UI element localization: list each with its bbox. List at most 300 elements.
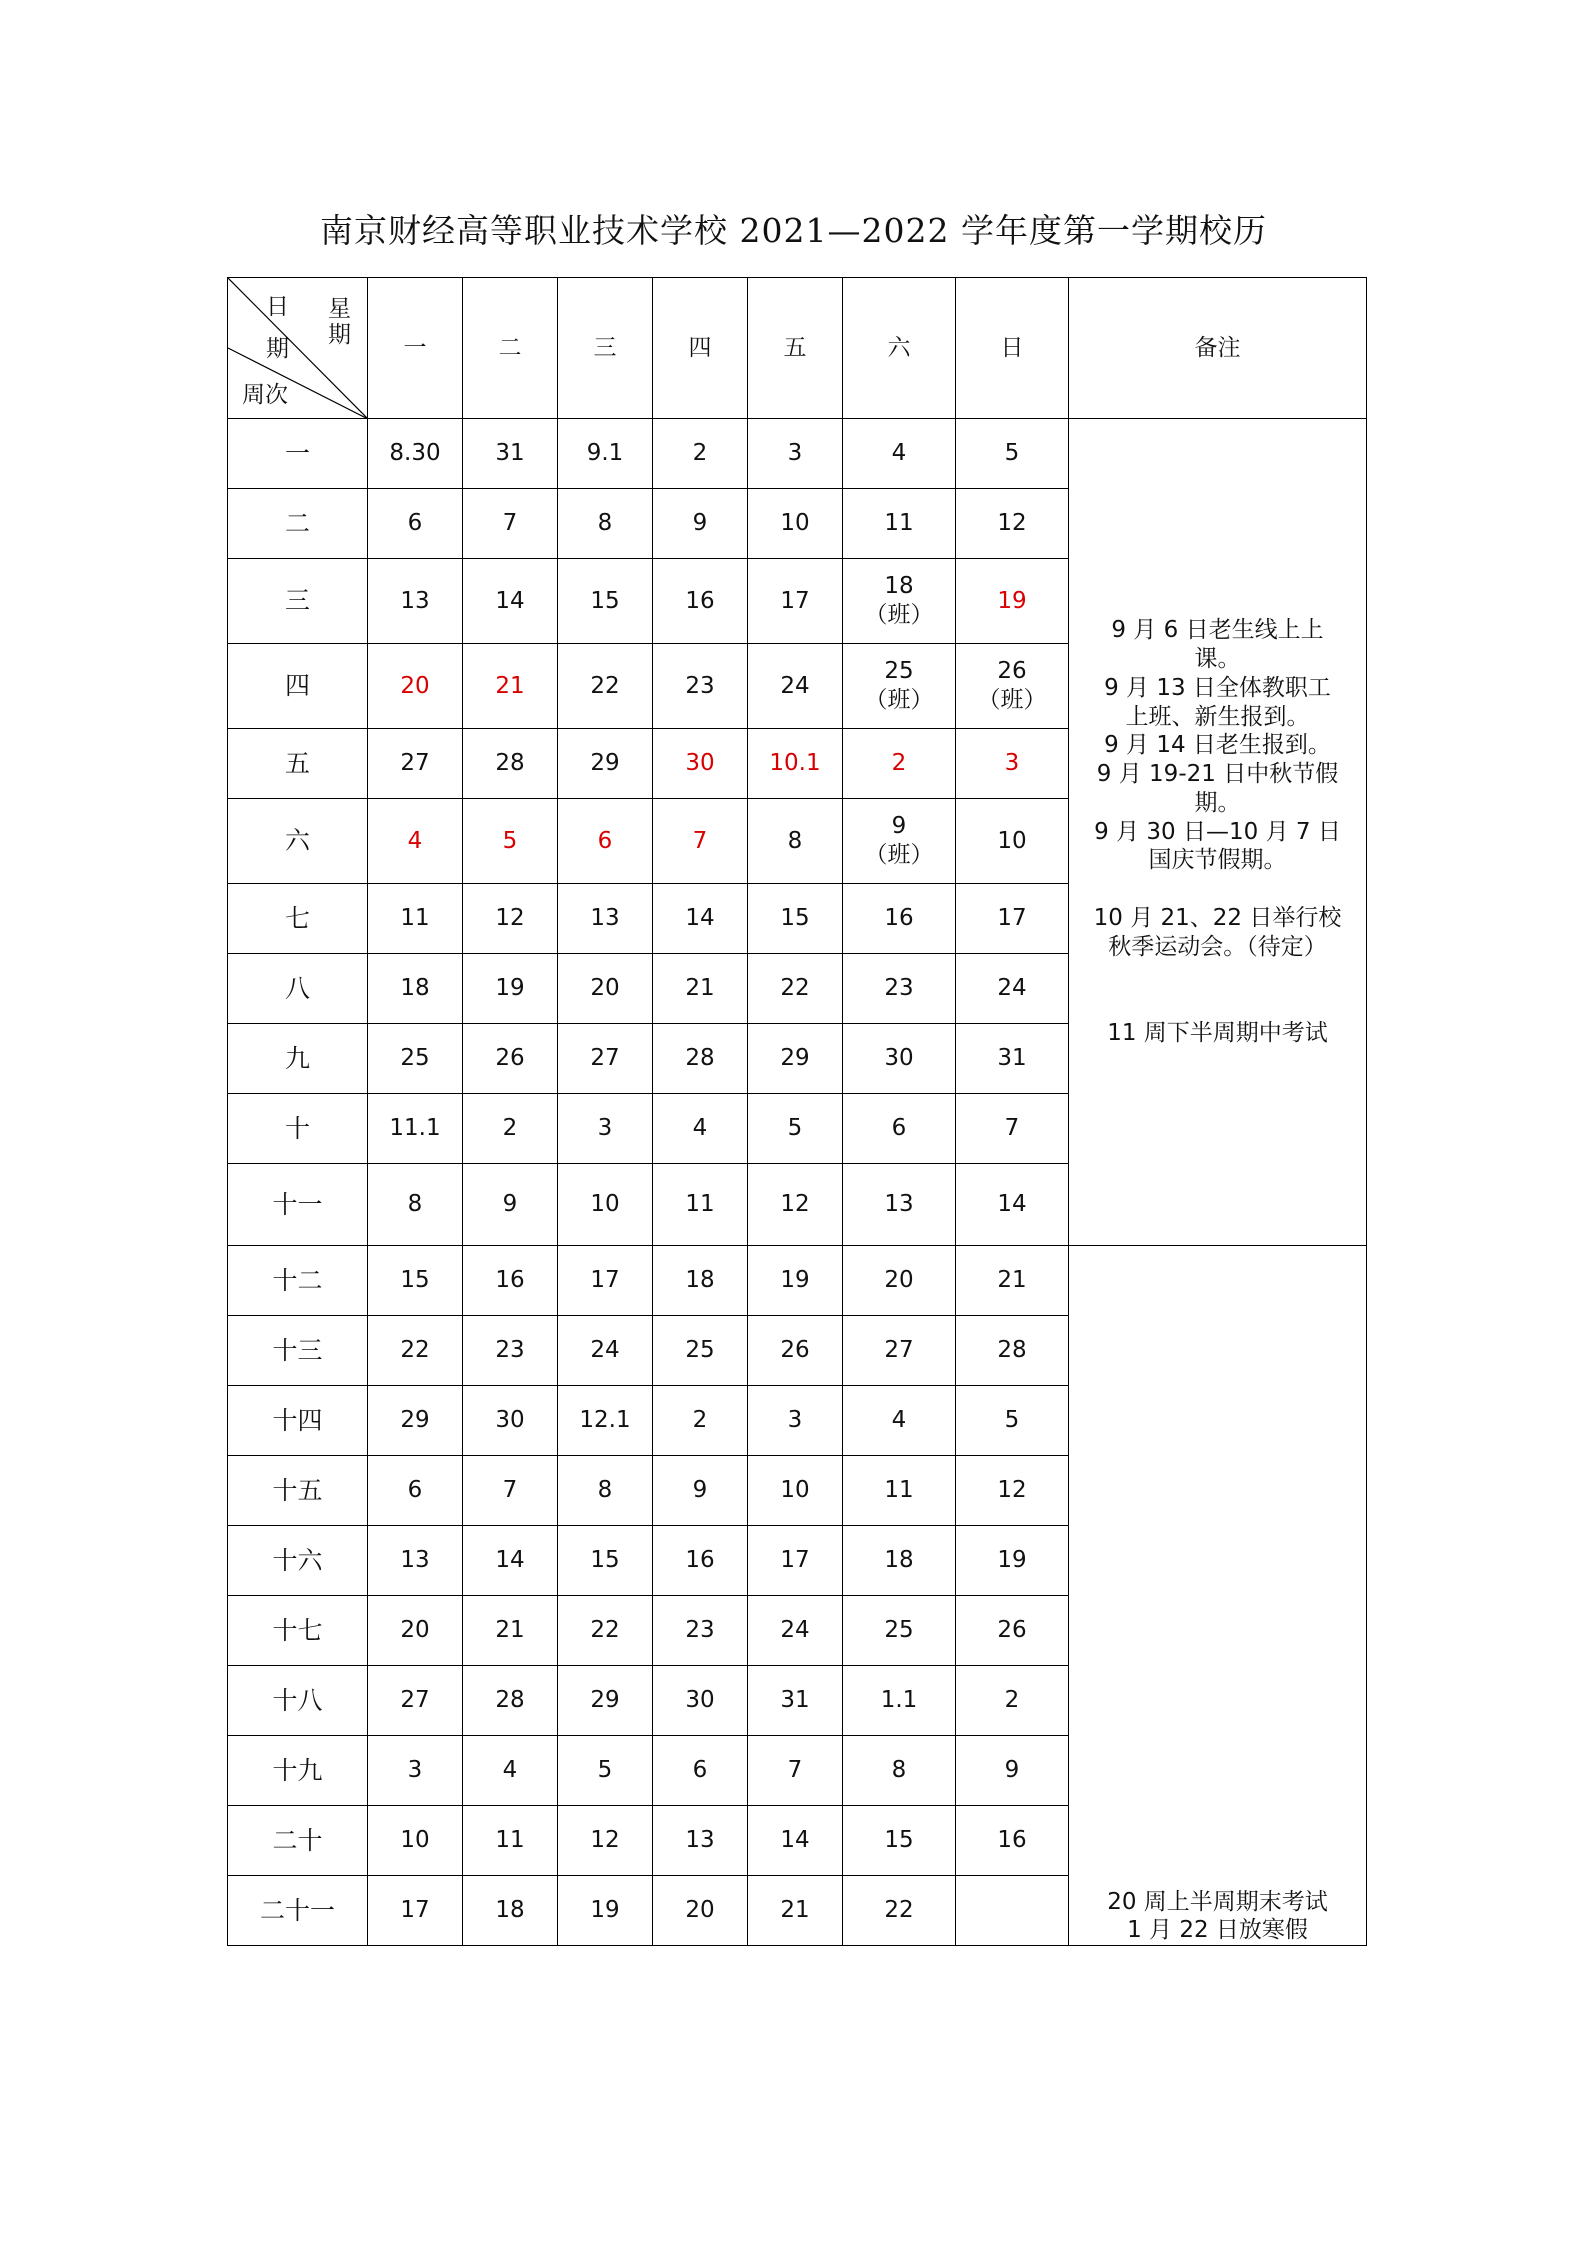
date-value: 14	[780, 1827, 810, 1854]
date-value: 21	[685, 975, 715, 1002]
date-value: 27	[400, 750, 430, 777]
date-cell	[748, 489, 843, 559]
date-value: 24	[780, 672, 810, 699]
date-value: 26	[997, 658, 1027, 685]
date-value: 7	[1004, 1115, 1020, 1142]
date-value: 5	[1004, 440, 1020, 467]
date-value: 11	[884, 510, 914, 537]
date-cell	[463, 1094, 558, 1164]
date-value: 19	[997, 1547, 1027, 1574]
date-cell	[653, 1806, 748, 1876]
date-cell	[653, 489, 748, 559]
date-value: 30	[685, 1687, 715, 1714]
date-value: 31	[780, 1687, 810, 1714]
week-label: 一	[228, 419, 368, 489]
date-cell	[368, 799, 463, 884]
date-value: 12	[495, 905, 525, 932]
date-value: 11	[400, 905, 430, 932]
date-cell	[558, 1596, 653, 1666]
date-cell	[368, 1246, 463, 1316]
date-cell	[368, 954, 463, 1024]
date-cell	[653, 1164, 748, 1246]
date-value: 18	[495, 1897, 525, 1924]
date-value: 4	[407, 827, 423, 854]
date-value: 26	[495, 1045, 525, 1072]
date-value: 28	[495, 1687, 525, 1714]
date-cell	[748, 1736, 843, 1806]
week-label: 十四	[228, 1386, 368, 1456]
date-value: 7	[502, 510, 518, 537]
date-cell	[653, 1024, 748, 1094]
date-value: 18	[685, 1267, 715, 1294]
date-cell	[368, 1876, 463, 1946]
date-value: 23	[685, 1617, 715, 1644]
date-value: 18	[884, 1547, 914, 1574]
week-label: 十一	[228, 1164, 368, 1246]
date-cell	[956, 1666, 1069, 1736]
week-label: 四	[228, 644, 368, 729]
date-value: 11	[495, 1827, 525, 1854]
date-value: 16	[884, 905, 914, 932]
header-notes: 备注	[1069, 278, 1367, 419]
date-value: 18	[400, 975, 430, 1002]
date-value: 4	[891, 1407, 907, 1434]
week-row	[228, 419, 1367, 489]
date-value: 27	[400, 1687, 430, 1714]
date-value: 25	[400, 1045, 430, 1072]
date-cell	[653, 1876, 748, 1946]
date-value: 2	[692, 1407, 708, 1434]
date-value: 2	[891, 750, 907, 777]
date-cell	[558, 1456, 653, 1526]
date-cell	[368, 559, 463, 644]
note-line	[1081, 961, 1354, 990]
date-value: 12	[997, 510, 1027, 537]
date-value: 14	[685, 905, 715, 932]
date-cell	[748, 1596, 843, 1666]
date-cell	[368, 729, 463, 799]
date-cell	[843, 1386, 956, 1456]
date-cell	[368, 1666, 463, 1736]
date-cell	[558, 954, 653, 1024]
date-value: 12.1	[579, 1407, 631, 1434]
date-value: 25	[884, 1617, 914, 1644]
date-cell	[558, 1806, 653, 1876]
date-value: 18	[884, 573, 914, 600]
date-cell	[653, 1094, 748, 1164]
date-cell	[368, 1526, 463, 1596]
date-cell	[843, 644, 956, 729]
date-value: 23	[685, 672, 715, 699]
date-value: 3	[407, 1757, 423, 1784]
note-line: 20 周上半周期末考试	[1107, 1888, 1328, 1915]
date-value: 3	[597, 1115, 613, 1142]
date-value: 8.30	[389, 440, 441, 467]
date-cell	[748, 1456, 843, 1526]
date-cell	[748, 884, 843, 954]
date-cell	[653, 419, 748, 489]
date-value: 10	[590, 1191, 620, 1218]
date-value: 27	[590, 1045, 620, 1072]
date-cell	[956, 1806, 1069, 1876]
date-value: 10.1	[769, 750, 821, 777]
date-cell	[843, 1316, 956, 1386]
date-cell	[653, 1736, 748, 1806]
date-cell	[843, 1666, 956, 1736]
date-value: 10	[400, 1827, 430, 1854]
date-cell	[463, 729, 558, 799]
corner-label-ri: 日	[266, 294, 289, 320]
date-value: 30	[495, 1407, 525, 1434]
date-cell	[368, 1596, 463, 1666]
date-value: 24	[780, 1617, 810, 1644]
date-value: 28	[997, 1337, 1027, 1364]
date-value: 2	[692, 440, 708, 467]
date-cell	[558, 1164, 653, 1246]
date-value: 24	[590, 1337, 620, 1364]
date-value: 16	[685, 1547, 715, 1574]
date-cell	[368, 419, 463, 489]
date-value: 19	[997, 587, 1027, 614]
date-value: 15	[780, 905, 810, 932]
date-value: 26	[997, 1617, 1027, 1644]
header-day-sun: 日	[956, 278, 1069, 419]
date-value: 11	[685, 1191, 715, 1218]
date-value: 5	[597, 1757, 613, 1784]
note-line: 9 月 30 日—10 月 7 日	[1094, 818, 1341, 845]
date-cell	[653, 1386, 748, 1456]
date-cell	[558, 1876, 653, 1946]
date-cell	[748, 1526, 843, 1596]
header-day-sat: 六	[843, 278, 956, 419]
date-value: 5	[1004, 1407, 1020, 1434]
date-cell	[956, 1876, 1069, 1946]
date-cell	[843, 1526, 956, 1596]
note-line: 9 月 14 日老生报到。	[1104, 732, 1331, 759]
date-cell	[843, 1456, 956, 1526]
week-label: 三	[228, 559, 368, 644]
date-cell	[843, 1024, 956, 1094]
date-cell	[956, 1246, 1069, 1316]
date-cell	[748, 1246, 843, 1316]
date-value: 20	[884, 1267, 914, 1294]
date-cell	[843, 1876, 956, 1946]
date-value: 13	[400, 587, 430, 614]
date-value: 9	[891, 813, 907, 840]
date-cell	[748, 1024, 843, 1094]
date-cell	[748, 1876, 843, 1946]
date-value: 6	[407, 1477, 423, 1504]
date-cell	[368, 1094, 463, 1164]
date-value: 13	[590, 905, 620, 932]
date-value: 6	[407, 510, 423, 537]
date-value: 29	[400, 1407, 430, 1434]
date-value: 29	[780, 1045, 810, 1072]
week-label: 五	[228, 729, 368, 799]
week-label: 十八	[228, 1666, 368, 1736]
date-cell	[463, 559, 558, 644]
date-cell	[463, 419, 558, 489]
date-value: 15	[884, 1827, 914, 1854]
date-cell	[463, 1736, 558, 1806]
date-cell	[748, 799, 843, 884]
date-value: 15	[400, 1267, 430, 1294]
date-cell	[843, 954, 956, 1024]
date-cell	[463, 1526, 558, 1596]
date-cell	[463, 1246, 558, 1316]
date-cell	[653, 729, 748, 799]
note-line: 9 月 13 日全体教职工	[1104, 674, 1331, 701]
date-value: 14	[495, 587, 525, 614]
week-label: 二	[228, 489, 368, 559]
date-cell	[368, 1736, 463, 1806]
date-value: 10	[997, 827, 1027, 854]
date-cell	[558, 644, 653, 729]
date-value: 17	[780, 1547, 810, 1574]
note-line	[1081, 990, 1354, 1019]
note-line: 9 月 19-21 日中秋节假	[1096, 761, 1339, 788]
date-cell	[558, 1246, 653, 1316]
date-cell	[558, 1316, 653, 1386]
date-cell	[463, 884, 558, 954]
week-label: 八	[228, 954, 368, 1024]
date-value: 13	[400, 1547, 430, 1574]
date-value: 26	[780, 1337, 810, 1364]
date-cell	[368, 1456, 463, 1526]
date-value: 19	[590, 1897, 620, 1924]
date-cell	[653, 644, 748, 729]
date-value: 7	[692, 827, 708, 854]
date-value: 6	[692, 1757, 708, 1784]
date-cell	[558, 1736, 653, 1806]
date-value: 21	[997, 1267, 1027, 1294]
date-value: 9.1	[586, 440, 624, 467]
date-value: 17	[780, 587, 810, 614]
date-cell	[463, 1386, 558, 1456]
date-value: 22	[400, 1337, 430, 1364]
date-value: 12	[780, 1191, 810, 1218]
date-cell	[463, 489, 558, 559]
date-value: 8	[597, 510, 613, 537]
date-value: 16	[495, 1267, 525, 1294]
date-cell	[956, 884, 1069, 954]
corner-header-cell	[228, 278, 368, 419]
date-value: 13	[685, 1827, 715, 1854]
date-cell	[463, 1666, 558, 1736]
date-cell	[368, 1316, 463, 1386]
date-value: 27	[884, 1337, 914, 1364]
note-line: 国庆节假期。	[1148, 847, 1287, 874]
corner-label-qi2: 期	[328, 322, 351, 348]
date-cell	[463, 644, 558, 729]
note-line: 秋季运动会。（待定）	[1108, 933, 1327, 960]
corner-label-qi: 期	[266, 336, 289, 362]
date-value: 7	[787, 1757, 803, 1784]
date-cell	[558, 489, 653, 559]
date-value: 4	[502, 1757, 518, 1784]
date-value: 20	[400, 672, 430, 699]
date-value: 22	[590, 1617, 620, 1644]
date-value: 25	[685, 1337, 715, 1364]
date-cell	[843, 799, 956, 884]
date-cell	[653, 559, 748, 644]
date-value: 8	[597, 1477, 613, 1504]
date-cell	[558, 1526, 653, 1596]
date-value: 5	[787, 1115, 803, 1142]
date-cell	[748, 559, 843, 644]
header-day-wed: 三	[558, 278, 653, 419]
date-cell	[748, 729, 843, 799]
date-cell	[843, 419, 956, 489]
date-value: 16	[997, 1827, 1027, 1854]
workday-mark: （班）	[864, 602, 934, 628]
header-day-fri: 五	[748, 278, 843, 419]
date-cell	[558, 419, 653, 489]
workday-mark: （班）	[864, 687, 934, 713]
date-value: 29	[590, 750, 620, 777]
date-cell	[748, 1666, 843, 1736]
date-cell	[956, 954, 1069, 1024]
week-label: 十六	[228, 1526, 368, 1596]
date-value: 21	[495, 1617, 525, 1644]
date-value: 3	[1004, 750, 1020, 777]
note-line: 1 月 22 日放寒假	[1127, 1917, 1308, 1944]
date-value: 8	[891, 1757, 907, 1784]
date-cell	[558, 1094, 653, 1164]
date-cell	[558, 884, 653, 954]
date-cell	[956, 1386, 1069, 1456]
date-value: 6	[597, 827, 613, 854]
note-line: 9 月 6 日老生线上上	[1111, 617, 1324, 644]
date-cell	[843, 1736, 956, 1806]
date-value: 22	[884, 1897, 914, 1924]
week-label: 十九	[228, 1736, 368, 1806]
corner-label-xing: 星	[328, 296, 351, 322]
date-value: 25	[884, 658, 914, 685]
date-cell	[748, 1386, 843, 1456]
date-value: 10	[780, 1477, 810, 1504]
date-cell	[653, 799, 748, 884]
week-label: 二十一	[228, 1876, 368, 1946]
school-calendar-table	[227, 277, 1367, 1946]
date-value: 17	[590, 1267, 620, 1294]
date-cell	[653, 1596, 748, 1666]
date-cell	[653, 954, 748, 1024]
corner-label-zhouci: 周次	[242, 382, 288, 408]
week-label: 十五	[228, 1456, 368, 1526]
date-cell	[748, 419, 843, 489]
date-cell	[843, 884, 956, 954]
date-value: 30	[685, 750, 715, 777]
date-cell	[558, 559, 653, 644]
date-value: 4	[891, 440, 907, 467]
note-line	[1081, 875, 1354, 904]
date-value: 4	[692, 1115, 708, 1142]
date-value: 9	[692, 1477, 708, 1504]
date-value: 3	[787, 440, 803, 467]
workday-mark: （班）	[864, 842, 934, 868]
date-value: 21	[780, 1897, 810, 1924]
date-value: 14	[495, 1547, 525, 1574]
date-cell	[956, 644, 1069, 729]
week-label: 十七	[228, 1596, 368, 1666]
date-cell	[463, 1024, 558, 1094]
date-cell	[843, 1596, 956, 1666]
date-value: 8	[787, 827, 803, 854]
date-cell	[843, 1164, 956, 1246]
date-cell	[956, 1526, 1069, 1596]
date-value: 31	[495, 440, 525, 467]
date-value: 1.1	[880, 1687, 918, 1714]
date-value: 12	[997, 1477, 1027, 1504]
date-value: 19	[780, 1267, 810, 1294]
date-cell	[956, 419, 1069, 489]
date-cell	[748, 1316, 843, 1386]
date-value: 9	[1004, 1757, 1020, 1784]
date-cell	[748, 954, 843, 1024]
date-cell	[843, 1806, 956, 1876]
date-cell	[368, 884, 463, 954]
date-cell	[653, 1526, 748, 1596]
date-cell	[463, 1806, 558, 1876]
week-row	[228, 1246, 1367, 1316]
page-title: 南京财经高等职业技术学校 2021—2022 学年度第一学期校历	[320, 211, 1267, 250]
date-value: 8	[407, 1191, 423, 1218]
date-value: 3	[787, 1407, 803, 1434]
date-cell	[558, 1386, 653, 1456]
date-value: 22	[780, 975, 810, 1002]
header-row	[228, 278, 1367, 419]
date-value: 11.1	[389, 1115, 441, 1142]
week-label: 六	[228, 799, 368, 884]
week-label: 十二	[228, 1246, 368, 1316]
header-day-mon: 一	[368, 278, 463, 419]
date-cell	[748, 1806, 843, 1876]
date-cell	[748, 1164, 843, 1246]
date-cell	[558, 799, 653, 884]
date-value: 29	[590, 1687, 620, 1714]
date-cell	[653, 1246, 748, 1316]
date-value: 5	[502, 827, 518, 854]
date-value: 20	[590, 975, 620, 1002]
date-value: 19	[495, 975, 525, 1002]
note-line: 10 月 21、22 日举行校	[1093, 904, 1342, 931]
week-label: 十	[228, 1094, 368, 1164]
date-value: 9	[692, 510, 708, 537]
date-cell	[956, 559, 1069, 644]
date-value: 30	[884, 1045, 914, 1072]
date-cell	[956, 489, 1069, 559]
date-cell	[368, 1386, 463, 1456]
date-cell	[463, 1876, 558, 1946]
date-value: 15	[590, 1547, 620, 1574]
date-cell	[956, 1316, 1069, 1386]
date-value: 13	[884, 1191, 914, 1218]
workday-mark: （班）	[977, 687, 1047, 713]
date-cell	[956, 1164, 1069, 1246]
date-value: 17	[997, 905, 1027, 932]
week-label: 七	[228, 884, 368, 954]
date-cell	[463, 1596, 558, 1666]
date-value: 15	[590, 587, 620, 614]
date-value: 21	[495, 672, 525, 699]
week-label: 二十	[228, 1806, 368, 1876]
date-value: 31	[997, 1045, 1027, 1072]
date-value: 28	[495, 750, 525, 777]
date-value: 7	[502, 1477, 518, 1504]
notes-cell-top	[1069, 419, 1367, 1246]
note-line: 期。	[1194, 789, 1241, 816]
